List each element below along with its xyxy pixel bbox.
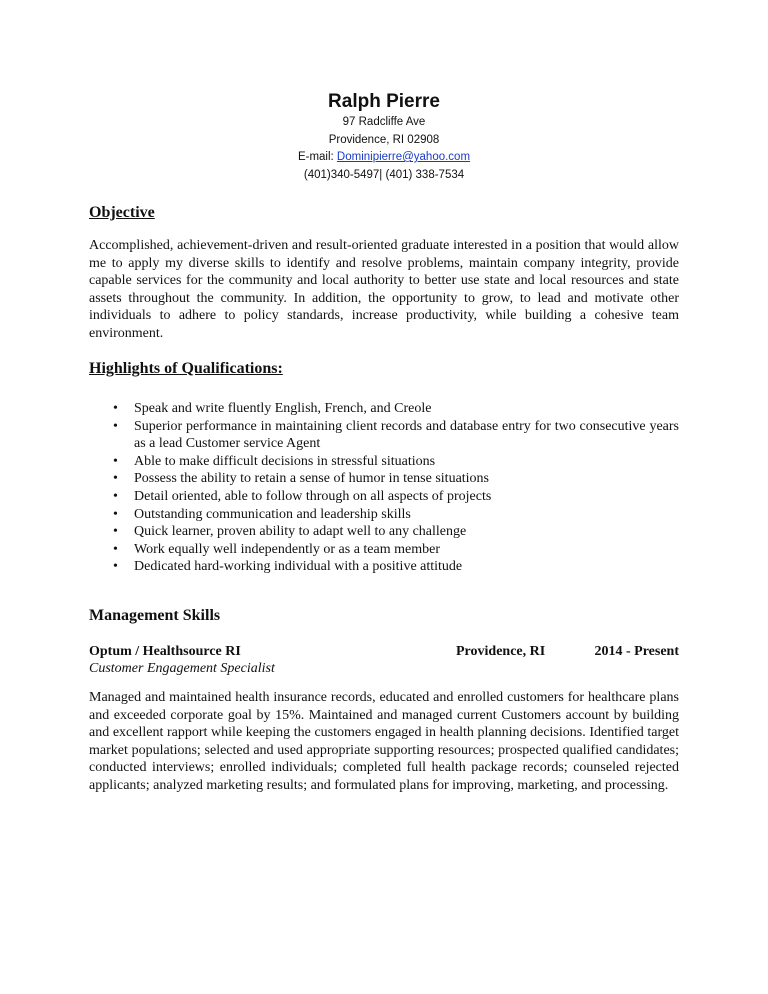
bullet-icon: • xyxy=(113,524,118,540)
phone-line: (401)340-5497| (401) 338-7534 xyxy=(303,168,465,181)
list-item: • Work equally well independently or as a team member xyxy=(113,541,440,557)
job-title: Customer Engagement Specialist xyxy=(89,661,275,676)
bullet-icon: • xyxy=(113,401,118,416)
job-location: Providence, RI xyxy=(456,644,546,659)
resume-header xyxy=(89,90,679,184)
email-link[interactable]: Dominipierre@yahoo.com xyxy=(336,151,471,163)
bullet-icon: • xyxy=(113,418,118,434)
list-item: • Able to make difficult decisions in stressful situations xyxy=(113,453,436,469)
candidate-name: Ralph Pierre xyxy=(328,91,440,112)
address-line-1: 97 Radcliffe Ave xyxy=(342,116,426,128)
objective-text: Accomplished, achievement-driven and result-oriented graduate interested in a position that would allow me to apply my diverse skills to identify and resolve problems, maintain company integrity, provide capable services for the community and local authority to better use state and local resources and state assets throughout the community. In addition, the opportunity to grow, to lead and motivate other individuals to adhere to policy standards, increase productivity, while building a cohesive team environment. xyxy=(89,238,679,341)
bullet-icon: • xyxy=(113,471,118,487)
email-line xyxy=(89,149,679,167)
job-description: Managed and maintained health insurance records, educated and enrolled customers for healthcare plans and exceeded corporate goal by 15%. Maintained and managed current Customers account by building and excellent rapport while keeping the customers engaged in health planning decisions. Identified target market populations; selected and used appropriate supporting resources; prospected qualified candidates; conducted interviews; enrolled individuals; completed full health package records; counseled rejected applicants; analyzed marketing results; and formulated plans for improving, marketing, and processing. xyxy=(89,690,679,793)
management-heading: Management Skills xyxy=(89,607,221,624)
bullet-icon: • xyxy=(113,506,118,522)
qualifications-list xyxy=(89,400,679,576)
list-item: • Detail oriented, able to follow through on all aspects of projects xyxy=(113,488,492,504)
bullet-icon: • xyxy=(113,488,118,504)
list-item: • Outstanding communication and leadership skills xyxy=(113,506,411,522)
job-company: Optum / Healthsource RI xyxy=(89,644,241,659)
list-item: • Possess the ability to retain a sense of humor in tense situations xyxy=(113,471,490,487)
email-label: E-mail: xyxy=(297,151,337,163)
list-item: • Quick learner, proven ability to adapt well to any challenge xyxy=(113,524,467,540)
qualifications-heading: Highlights of Qualifications: xyxy=(89,360,283,377)
job-dates: 2014 - Present xyxy=(594,644,679,659)
list-item: • Speak and write fluently English, French, and Creole xyxy=(113,401,432,416)
address-line-2: Providence, RI 02908 xyxy=(328,133,440,146)
job-header xyxy=(89,643,679,661)
objective-heading: Objective xyxy=(89,204,155,221)
bullet-icon: • xyxy=(113,541,118,557)
list-item: • Dedicated hard-working individual with a positive attitude xyxy=(113,559,463,575)
bullet-icon: • xyxy=(113,559,118,575)
bullet-icon: • xyxy=(113,453,118,469)
list-item: • Superior performance in maintaining client records and database entry for two consecutive years as a lead Customer service Agent xyxy=(113,418,679,452)
